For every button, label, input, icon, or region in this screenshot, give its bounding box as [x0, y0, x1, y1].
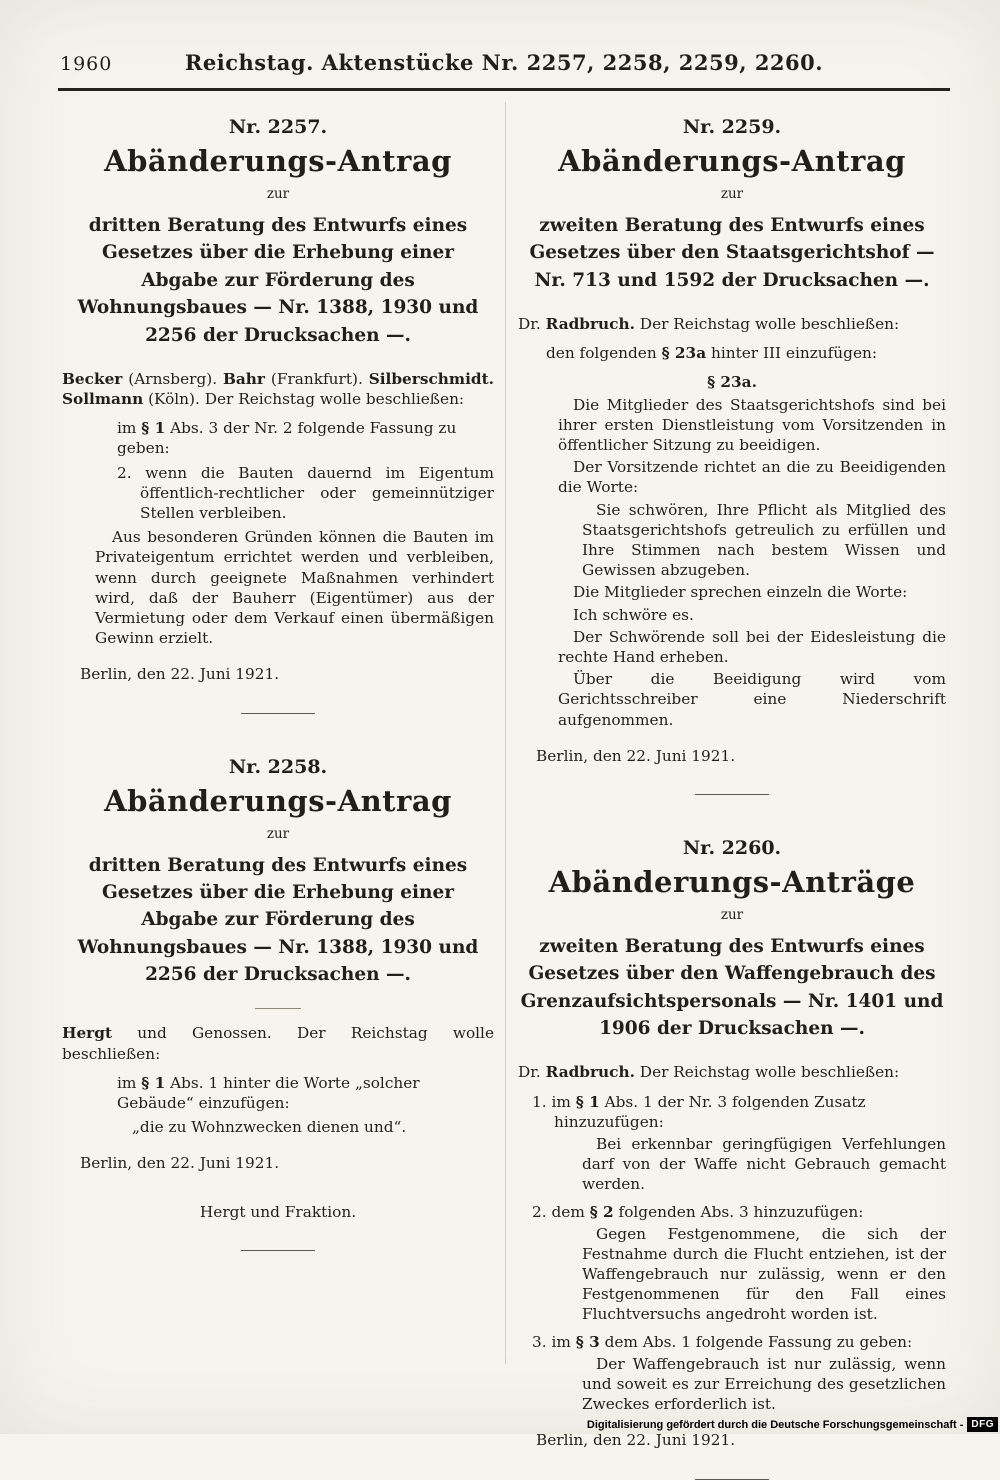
item-number: 1.	[532, 1092, 547, 1111]
movers-line: Hergt und Genossen. Der Reichstag wolle beschließen:	[62, 1024, 494, 1063]
item-number: 2.	[532, 1202, 547, 1221]
doc-number: Nr. 2258.	[228, 755, 328, 778]
document-2257	[62, 116, 494, 685]
subject-paragraph: zweiten Beratung des Entwurfs eines Gesetzes über den Waffengebrauch des Grenzaufsichtspersonals — Nr. 1401 und 1906 der Drucksachen —.	[520, 935, 944, 1039]
item-number: 3.	[532, 1332, 547, 1351]
document-2258	[62, 756, 494, 1222]
instruction-line	[532, 1332, 946, 1352]
left-column	[62, 100, 494, 1251]
dfg-logo: DFG	[967, 1417, 998, 1432]
zur-label: zur	[720, 906, 744, 923]
instruction-line: im § 1 Abs. 1 hinter die Worte „solcher Gebäude“ einzufügen:	[117, 1073, 420, 1112]
amendment-item-1	[532, 1092, 946, 1195]
doc-title: Abänderungs-Anträge	[548, 864, 916, 899]
movers-line: Becker (Arnsberg). Bahr (Frankfurt). Silberschmidt. Sollmann (Köln). Der Reichstag wolle beschließen:	[62, 369, 494, 409]
date-line: Berlin, den 22. Juni 1921.	[536, 746, 736, 765]
instruction-line: im § 1 Abs. 3 der Nr. 2 folgende Fassung zu geben:	[117, 419, 457, 458]
section-divider	[695, 1479, 769, 1480]
column-divider	[505, 102, 506, 1364]
date-line: Berlin, den 22. Juni 1921.	[536, 1431, 736, 1450]
subject-paragraph: dritten Beratung des Entwurfs eines Gesetzes über die Erhebung einer Abgabe zur Förderung des Wohnungsbaues — Nr. 1388, 1930 und 2256 der Drucksachen —.	[77, 854, 479, 985]
item-body: Der Waffengebrauch ist nur zulässig, wenn und soweit es zur Erreichung des gesetzlichen Zweckes erforderlich ist.	[582, 1354, 946, 1414]
header-title: Reichstag. Aktenstücke Nr. 2257, 2258, 2259, 2260.	[184, 50, 824, 75]
law-paragraph: Die Mitglieder sprechen einzeln die Worte:	[573, 583, 908, 602]
instruction-line	[532, 1092, 946, 1132]
doc-title: Abänderungs-Antrag	[558, 144, 906, 178]
oath-paragraph: Sie schwören, Ihre Pflicht als Mitglied des Staatsgerichtshofs getreulich zu erfüllen und Ihre Stimmen nach bestem Wissen und Gewissen abzugeben.	[582, 500, 946, 580]
insert-text: „die zu Wohnzwecken dienen und“.	[132, 1118, 407, 1137]
date-line: Berlin, den 22. Juni 1921.	[80, 1154, 280, 1173]
header-rule	[58, 88, 950, 91]
instruction-line: den folgenden § 23a hinter III einzufügen:	[546, 344, 878, 363]
date-line: Berlin, den 22. Juni 1921.	[80, 665, 280, 684]
item-instruction: dem § 2 folgenden Abs. 3 hinzuzufügen:	[551, 1202, 864, 1221]
amendment-item-3	[532, 1332, 946, 1415]
item-text: wenn die Bauten dauernd im Eigentum öffentlich-rechtlicher oder gemeinnütziger Stellen verbleiben.	[140, 463, 494, 522]
movers-line: Dr. Radbruch. Der Reichstag wolle beschließen:	[518, 1063, 900, 1082]
item-body: Gegen Festgenommene, die sich der Festnahme durch die Flucht entziehen, ist der Waffengebrauch nur zulässig, wenn er den Festgenommenen für den Fall eines Fluchtversuchs angedroht worden ist.	[582, 1224, 946, 1324]
law-paragraph: Der Schwörende soll bei der Eidesleistung die rechte Hand erheben.	[558, 627, 946, 666]
credit-text: Digitalisierung gefördert durch die Deutsche Forschungsgemeinschaft -	[586, 1418, 964, 1431]
amendment-item	[117, 463, 494, 524]
zur-label: zur	[720, 186, 744, 202]
item-number: 2.	[117, 463, 132, 482]
signature-line: Hergt und Fraktion.	[199, 1202, 357, 1221]
section-divider	[241, 713, 315, 714]
section-divider	[241, 1250, 315, 1251]
right-column	[518, 100, 946, 1480]
document-2260	[518, 837, 946, 1451]
item-body: Bei erkennbar geringfügigen Verfehlungen darf von der Waffe nicht Gebrauch gemacht werden.	[582, 1134, 946, 1194]
amendment-item-2	[532, 1202, 946, 1325]
page-number: 1960	[60, 53, 113, 75]
doc-number: Nr. 2257.	[228, 116, 328, 138]
item-instruction: im § 1 Abs. 1 der Nr. 3 folgenden Zusatz hinzuzufügen:	[551, 1092, 866, 1131]
page-header	[60, 50, 948, 75]
document-2259	[518, 116, 946, 766]
law-paragraph: Ich schwöre es.	[573, 605, 694, 624]
instruction-line	[532, 1202, 946, 1222]
doc-title: Abänderungs-Antrag	[104, 144, 452, 178]
subject-divider	[255, 1008, 301, 1009]
law-paragraph: Über die Beeidigung wird vom Gerichtsschreiber eine Niederschrift aufgenommen.	[558, 670, 946, 729]
section-heading: § 23a.	[707, 372, 757, 391]
body-paragraph: Aus besonderen Gründen können die Bauten im Privateigentum errichtet werden und verbleiben, wenn durch geeignete Maßnahmen verhindert wird, daß der Bauherr (Eigentümer) aus der Vermietung oder dem Verkauf einen übermäßigen Gewinn erzielt.	[95, 528, 494, 648]
item-instruction: im § 3 dem Abs. 1 folgende Fassung zu geben:	[551, 1332, 913, 1351]
digitization-credit	[587, 1417, 998, 1432]
zur-label: zur	[266, 186, 290, 202]
subject-paragraph: zweiten Beratung des Entwurfs eines Gesetzes über den Staatsgerichtshof — Nr. 713 und 1592 der Drucksachen —.	[529, 215, 935, 291]
doc-title: Abänderungs-Antrag	[104, 783, 452, 818]
movers-line: Dr. Radbruch. Der Reichstag wolle beschließen:	[518, 315, 900, 334]
doc-number: Nr. 2259.	[682, 116, 782, 138]
zur-label: zur	[266, 825, 290, 842]
subject-paragraph: dritten Beratung des Entwurfs eines Gesetzes über die Erhebung einer Abgabe zur Förderung des Wohnungsbaues — Nr. 1388, 1930 und 2256 der Drucksachen —.	[77, 215, 479, 346]
law-paragraph: Die Mitglieder des Staatsgerichtshofs sind bei ihrer ersten Dienstleistung vom Vorsitzenden in öffentlicher Sitzung zu beeidigen.	[558, 395, 946, 455]
doc-number: Nr. 2260.	[682, 836, 782, 859]
law-paragraph: Der Vorsitzende richtet an die zu Beeidigenden die Worte:	[558, 458, 946, 497]
section-divider	[695, 794, 769, 795]
